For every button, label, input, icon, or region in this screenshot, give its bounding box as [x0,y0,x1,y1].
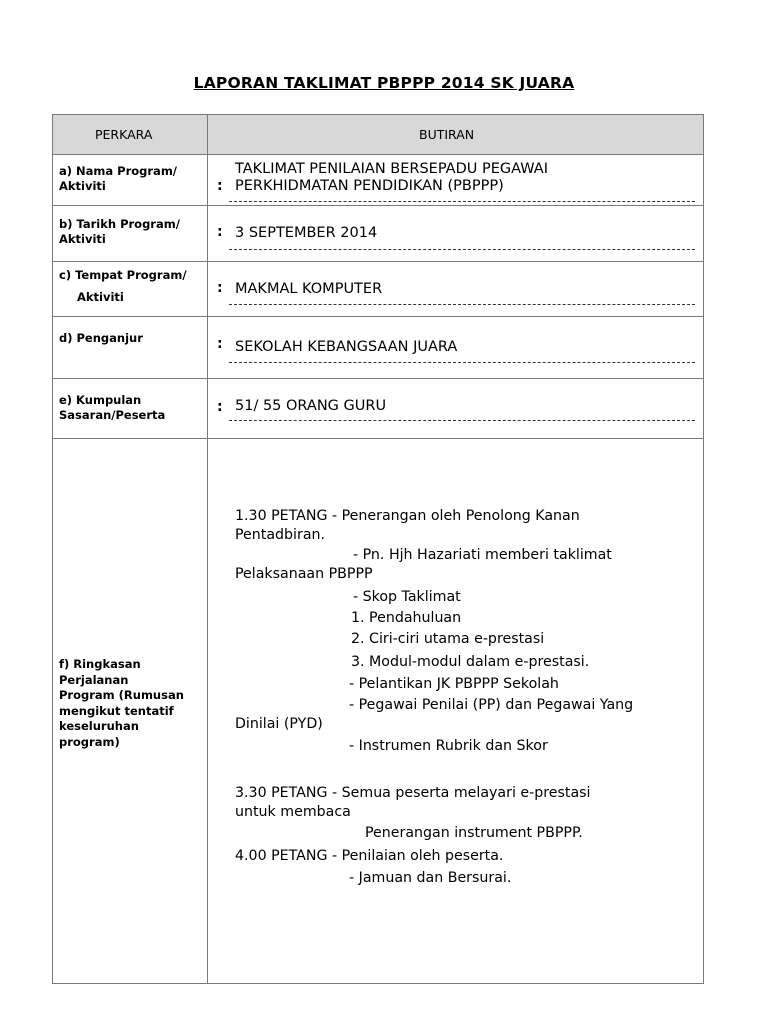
row-label [59,268,201,305]
colon: : [217,336,223,352]
schedule-line: - Jamuan dan Bersurai. [349,870,512,886]
report-title: LAPORAN TAKLIMAT PBPPP 2014 SK JUARA [193,74,575,92]
row-label [59,393,201,423]
schedule-line: - Instrumen Rubrik dan Skor [349,738,548,754]
label-line: Aktiviti [77,290,124,304]
label-line: b) Tarikh Program/ [59,217,180,231]
table-header [53,115,703,155]
row-penganjur [53,317,703,379]
row-tempat-program [53,262,703,317]
schedule-line: - Pegawai Penilai (PP) dan Pegawai Yang [349,697,634,713]
label-line: Sasaran/Peserta [59,408,166,422]
dashed-line [229,362,695,363]
row-value [235,161,548,195]
schedule-line: Dinilai (PYD) [235,716,323,732]
schedule-line: Pelaksanaan PBPPP [235,566,373,582]
dashed-line [229,304,695,305]
label-line: f) Ringkasan [59,657,141,671]
row-value: MAKMAL KOMPUTER [235,281,383,297]
schedule-line: 1. Pendahuluan [351,610,462,626]
dashed-line [229,201,695,202]
colon: : [217,399,223,415]
label-line: keseluruhan [59,719,139,733]
label-line: e) Kumpulan [59,393,142,407]
dashed-line [229,249,695,250]
schedule-line: 4.00 PETANG - Penilaian oleh peserta. [235,848,504,864]
row-tarikh-program [53,206,703,262]
dashed-line [229,420,695,421]
row-nama-program [53,155,703,206]
schedule-line: Pentadbiran. [235,527,326,543]
schedule-line: untuk membaca [235,804,351,820]
schedule-line: - Skop Taklimat [353,589,461,605]
schedule-line: - Pn. Hjh Hazariati memberi taklimat [353,547,612,563]
header-perkara: PERKARA [95,127,153,142]
row-ringkasan [53,439,703,983]
header-butiran: BUTIRAN [419,127,475,142]
row-label [59,217,201,247]
schedule-line: 3.30 PETANG - Semua peserta melayari e-prestasi [235,785,591,801]
label-line: Perjalanan [59,672,129,687]
label-line: Program (Rumusan [59,688,184,702]
row-kumpulan-sasaran [53,379,703,439]
label-line: mengikut tentatif [59,703,174,718]
value-line: PERKHIDMATAN PENDIDIKAN (PBPPP) [235,178,504,194]
row-label [59,164,201,194]
report-table [52,114,704,984]
label-line: Aktiviti [59,179,106,193]
label-line: program) [59,734,120,749]
value-line: TAKLIMAT PENILAIAN BERSEPADU PEGAWAI [235,161,548,177]
label-line: a) Nama Program/ [59,164,177,178]
row-label: d) Penganjur [59,331,143,345]
row-value: SEKOLAH KEBANGSAAN JUARA [235,339,458,355]
row-value: 51/ 55 ORANG GURU [235,398,387,414]
schedule-line: 3. Modul-modul dalam e-prestasi. [351,654,590,670]
schedule-line: - Pelantikan JK PBPPP Sekolah [349,676,559,692]
row-label [59,657,201,750]
colon: : [217,178,223,194]
schedule-line: Penerangan instrument PBPPP. [365,825,583,841]
colon: : [217,224,223,240]
colon: : [217,280,223,296]
schedule-line: 1.30 PETANG - Penerangan oleh Penolong Kanan [235,508,580,524]
schedule-line: 2. Ciri-ciri utama e-prestasi [351,631,545,647]
label-line: Aktiviti [59,232,106,246]
row-value: 3 SEPTEMBER 2014 [235,225,378,241]
label-line: c) Tempat Program/ [59,268,187,282]
column-divider [207,115,208,983]
